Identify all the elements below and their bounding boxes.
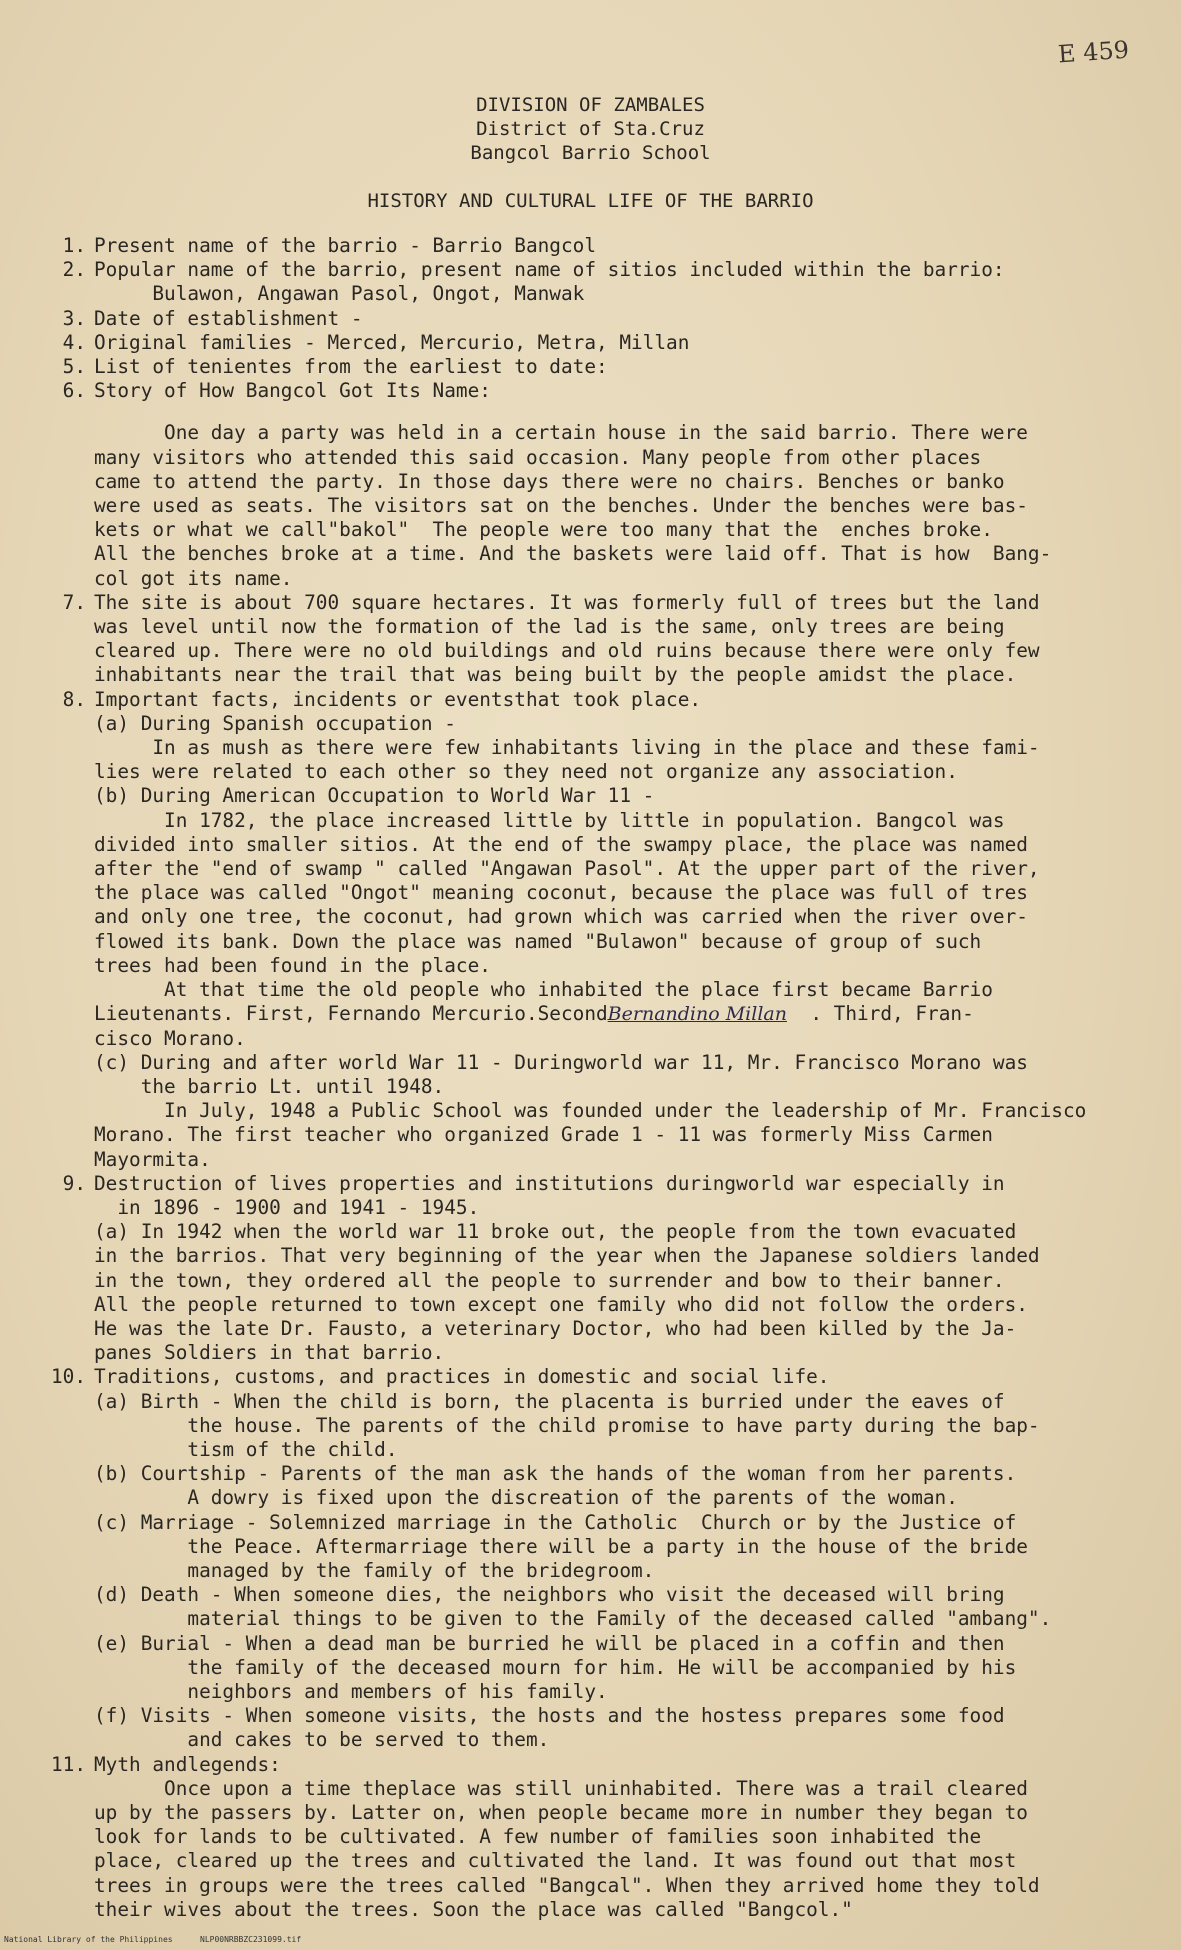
item-text: after the "end of swamp " called "Angawan Pasol". At the upper part of the river,: [94, 857, 1040, 881]
item-text: look for lands to be cultivated. A few number of families soon inhabited the: [94, 1825, 982, 1849]
item-text: was level until now the formation of the lad is the same, only trees are being: [94, 615, 1005, 639]
item-text: Traditions, customs, and practices in domestic and social life.: [94, 1365, 830, 1389]
custom-death: (d) Death - When someone dies, the neighbors who visit the deceased will bring: [94, 1583, 1005, 1607]
item-text: place, cleared up the trees and cultivated the land. It was found out that most: [94, 1849, 1017, 1873]
item-text: the family of the deceased mourn for him. He will be accompanied by his: [94, 1655, 1017, 1679]
story-line: col got its name.: [94, 566, 293, 590]
item-text: trees in groups were the trees called "Bangcal". When they arrived home they told: [94, 1873, 1040, 1897]
item-text: cleared up. There were no old buildings and old ruins because there were only few: [94, 639, 1040, 663]
item-text: trees had been found in the place.: [94, 953, 491, 977]
item-text: Bulawon, Angawan Pasol, Ongot, Manwak: [94, 282, 585, 306]
item-text: material things to be given to the Family of the deceased called "ambang".: [94, 1607, 1052, 1631]
item-number: 10.: [50, 1365, 86, 1389]
item-text: in the town, they ordered all the people to surrender and bow to their banner.: [94, 1268, 1005, 1292]
item-text: the barrio Lt. until 1948.: [94, 1074, 445, 1098]
item-text: A dowry is fixed upon the discreation of the parents of the woman.: [94, 1486, 958, 1510]
item-number: 4.: [62, 330, 86, 354]
item-text: flowed its bank. Down the place was named "Bulawon" because of group of such: [94, 929, 982, 953]
item-text: (c) During and after world War 11 - Duringworld war 11, Mr. Francisco Morano was: [94, 1050, 1028, 1074]
list-item: [44, 307, 1124, 331]
item-text: Mayormita.: [94, 1147, 211, 1171]
item-text: In 1782, the place increased little by little in population. Bangcol was: [94, 808, 1005, 832]
item-text: in 1896 - 1900 and 1941 - 1945.: [94, 1195, 480, 1219]
item-text: All the people returned to town except one family who did not follow the orders.: [94, 1292, 1028, 1316]
district-heading: District of Sta.Cruz: [476, 118, 705, 140]
item-text: inhabitants near the trail that was being built by the people amidst the place.: [94, 663, 1017, 687]
list-item: [44, 234, 1124, 258]
story-line: many visitors who attended this said occasion. Many people from other places: [94, 445, 982, 469]
item-text: Popular name of the barrio, present name of sitios included within the barrio:: [94, 258, 1005, 282]
list-item: [44, 331, 1124, 355]
item-number: 11.: [50, 1752, 86, 1776]
custom-courtship: (b) Courtship - Parents of the man ask the hands of the woman from her parents.: [94, 1462, 1017, 1486]
item-text: In as mush as there were few inhabitants living in the place and these fami-: [94, 736, 1040, 760]
story-line: One day a party was held in a certain house in the said barrio. There were: [94, 421, 1028, 445]
item-number: 5.: [62, 355, 86, 379]
subheading: (b) During American Occupation to World War 11 -: [94, 784, 655, 808]
file-label: NLP00NRBBZC231099.tif: [200, 1935, 302, 1944]
item-text: Original families - Merced, Mercurio, Metra, Millan: [94, 330, 690, 354]
list-item: [44, 379, 1124, 403]
item-list: [44, 234, 1124, 1922]
item-text: Destruction of lives properties and institutions duringworld war especially in: [94, 1171, 1005, 1195]
custom-visits: (f) Visits - When someone visits, the hosts and the hostess prepares some food: [94, 1704, 1005, 1728]
school-heading: Bangcol Barrio School: [470, 142, 711, 164]
item-text: and cakes to be served to them.: [94, 1728, 550, 1752]
list-item: [44, 355, 1124, 379]
reference-mark: E 459: [1057, 35, 1130, 69]
item-text: lies were related to each other so they need not organize any association.: [94, 760, 958, 784]
item-text: Morano. The first teacher who organized Grade 1 - 11 was formerly Miss Carmen: [94, 1123, 993, 1147]
item-text: in the barrios. That very beginning of the year when the Japanese soldiers landed: [94, 1244, 1040, 1268]
list-item: [44, 1365, 1124, 1752]
custom-birth: (a) Birth - When the child is born, the placenta is burried under the eaves of: [94, 1389, 1005, 1413]
document-title: HISTORY AND CULTURAL LIFE OF THE BARRIO: [367, 190, 814, 212]
item-text: cisco Morano.: [94, 1026, 246, 1050]
item-number: 2.: [62, 258, 86, 282]
signature-line: [94, 1002, 1124, 1026]
division-heading: DIVISION OF ZAMBALES: [476, 94, 705, 116]
item-text: (a) In 1942 when the world war 11 broke out, the people from the town evacuated: [94, 1220, 1017, 1244]
item-text: In July, 1948 a Public School was founded under the leadership of Mr. Francisco: [94, 1099, 1087, 1123]
item-number: 1.: [62, 234, 86, 257]
item-text: List of tenientes from the earliest to date:: [94, 355, 608, 379]
story-line: kets or what we call"bakol" The people were too many that the enches broke.: [94, 518, 993, 542]
story-line: came to attend the party. In those days there were no chairs. Benches or banko: [94, 469, 1005, 493]
list-item: [44, 1172, 1124, 1366]
list-item: [44, 591, 1124, 688]
handwritten-name: Bernandino Millan: [607, 1003, 787, 1026]
custom-burial: (e) Burial - When a dead man be burried he will be placed in a coffin and then: [94, 1631, 1005, 1655]
item-text: He was the late Dr. Fausto, a veterinary Doctor, who had been killed by the Ja-: [94, 1316, 1017, 1340]
custom-marriage: (c) Marriage - Solemnized marriage in the Catholic Church or by the Justice of: [94, 1510, 1017, 1534]
list-item: [44, 688, 1124, 1172]
list-item: [44, 258, 1124, 306]
item-text: managed by the family of the bridegroom.: [94, 1558, 655, 1582]
item-text: the house. The parents of the child promise to have party during the bap-: [94, 1413, 1040, 1437]
item-text: Important facts, incidents or eventsthat took place.: [94, 687, 702, 711]
story-line: All the benches broke at a time. And the baskets were laid off. That is how Bang-: [94, 542, 1052, 566]
item-text: up by the passers by. Latter on, when people became more in number they began to: [94, 1801, 1028, 1824]
story-paragraph: [44, 421, 1124, 590]
item-number: 7.: [62, 590, 86, 614]
item-text: the Peace. Aftermarriage there will be a party in the house of the bride: [94, 1534, 1028, 1558]
item-text: Once upon a time theplace was still uninhabited. There was a trail cleared: [94, 1776, 1028, 1800]
item-number: 9.: [62, 1171, 86, 1195]
item-text: tism of the child.: [94, 1437, 398, 1461]
item-text: Lieutenants. First, Fernando Mercurio.Second: [94, 1002, 608, 1026]
item-text: panes Soldiers in that barrio.: [94, 1341, 445, 1365]
item-number: 3.: [62, 306, 86, 330]
library-label: National Library of the Philippines: [4, 1935, 173, 1944]
story-line: were used as seats. The visitors sat on the benches. Under the benches were bas-: [94, 494, 1028, 518]
item-text: Date of establishment -: [94, 306, 363, 330]
item-number: 8.: [62, 687, 86, 711]
item-text: divided into smaller sitios. At the end of the swampy place, the place was named: [94, 832, 1028, 856]
item-text: The site is about 700 square hectares. It was formerly full of trees but the land: [94, 590, 1040, 614]
item-number: 6.: [62, 379, 86, 403]
item-text: neighbors and members of his family.: [94, 1679, 608, 1703]
item-text: and only one tree, the coconut, had grown which was carried when the river over-: [94, 905, 1028, 929]
item-text: . Third, Fran-: [786, 1002, 974, 1026]
item-text: the place was called "Ongot" meaning coconut, because the place was full of tres: [94, 881, 1028, 905]
item-text: Present name of the barrio - Barrio Bangcol: [94, 234, 596, 257]
item-text: Story of How Bangcol Got Its Name:: [94, 379, 491, 403]
item-text: At that time the old people who inhabited the place first became Barrio: [94, 978, 993, 1002]
item-text: their wives about the trees. Soon the place was called "Bangcol.": [94, 1897, 853, 1921]
subheading: (a) During Spanish occupation -: [94, 711, 456, 735]
list-item: [44, 1753, 1124, 1922]
item-text: Myth andlegends:: [94, 1752, 281, 1776]
